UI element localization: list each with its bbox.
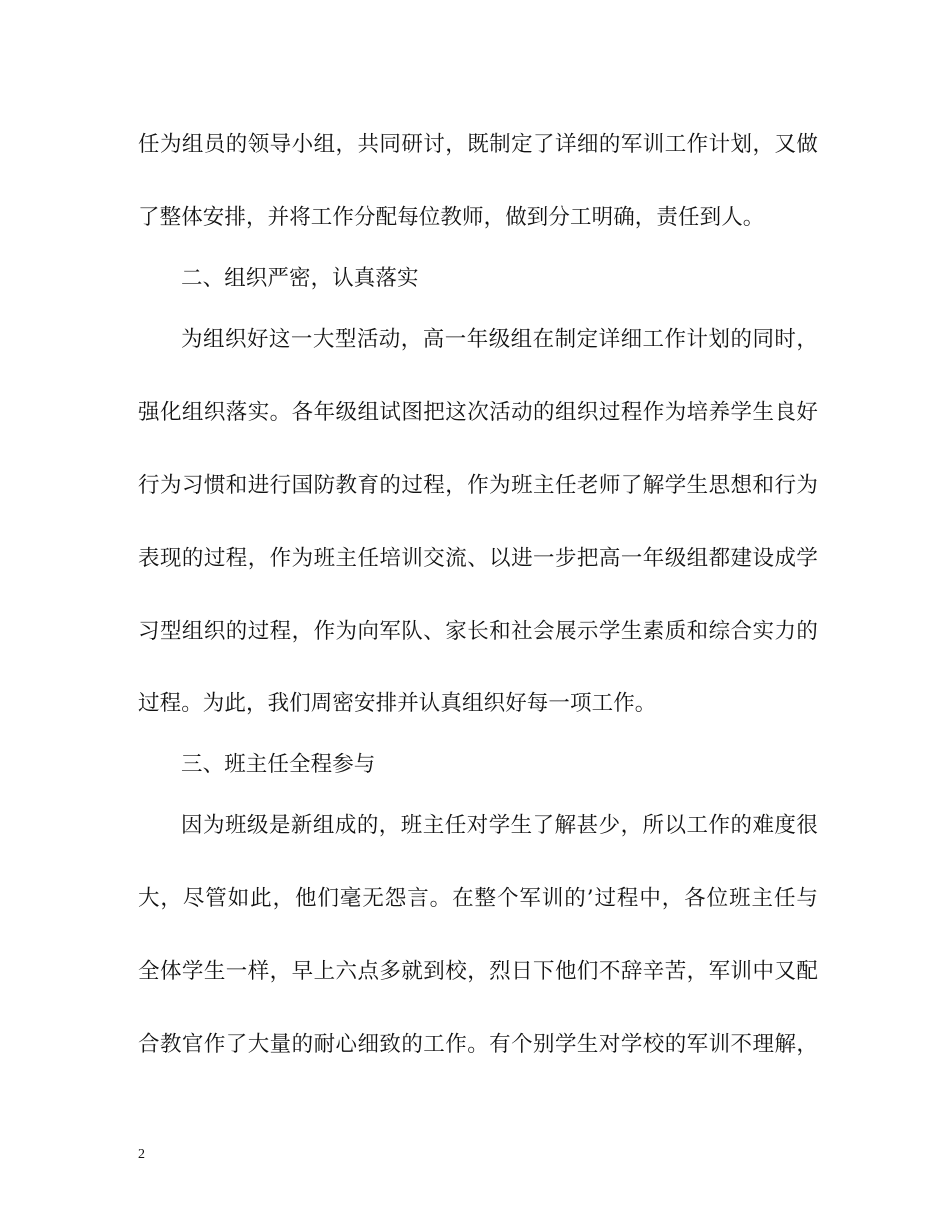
text-line: 表现的过程，作为班主任培训交流、以进一步把高一年级组都建设成学 (138, 546, 818, 571)
text-line: 为组织好这一大型活动，高一年级组在制定详细工作计划的同时， (181, 327, 818, 352)
text-line: 因为班级是新组成的，班主任对学生了解甚少，所以工作的难度很 (181, 813, 818, 838)
text-line: 全体学生一样，早上六点多就到校，烈日下他们不辞辛苦，军训中又配 (138, 959, 818, 984)
text-line: 了整体安排，并将工作分配每位教师，做到分工明确，责任到人。 (138, 205, 765, 230)
text-line: 合教官作了大量的耐心细致的工作。有个别学生对学校的军训不理解， (138, 1032, 818, 1057)
text-line: 任为组员的领导小组，共同研讨，既制定了详细的军训工作计划，又做 (138, 132, 818, 157)
text-line: 习型组织的过程，作为向军队、家长和社会展示学生素质和综合实力的 (138, 619, 818, 644)
text-line: 强化组织落实。各年级组试图把这次活动的组织过程作为培养学生良好 (138, 400, 818, 425)
section-heading: 三、班主任全程参与 (181, 752, 376, 777)
text-line: 过程。为此，我们周密安排并认真组织好每一项工作。 (138, 691, 657, 716)
text-line: 大，尽管如此，他们毫无怨言。在整个军训的’过程中，各位班主任与 (138, 886, 818, 911)
page-number: 2 (138, 1147, 145, 1162)
text-line: 行为习惯和进行国防教育的过程，作为班主任老师了解学生思想和行为 (138, 473, 818, 498)
section-heading: 二、组织严密，认真落实 (181, 266, 419, 291)
